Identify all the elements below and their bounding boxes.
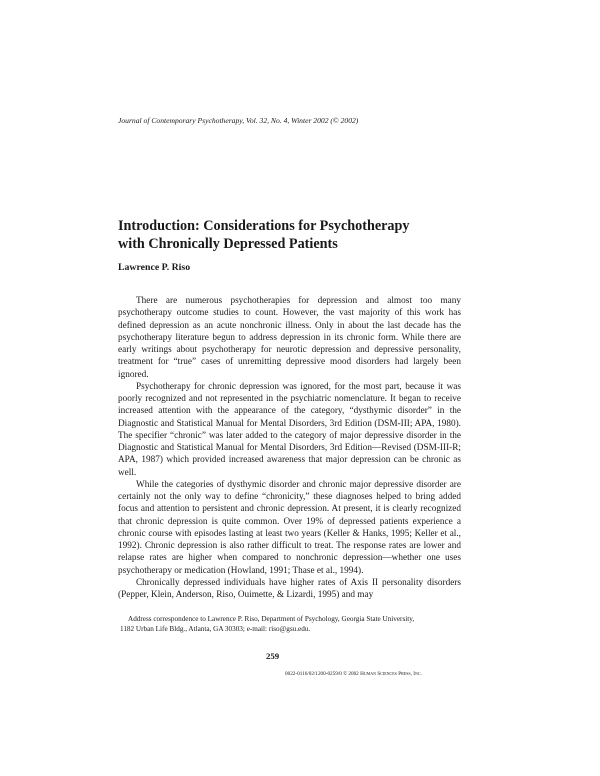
article-body <box>118 295 461 601</box>
article-title-line-1: Introduction: Considerations for Psychotherapy <box>118 218 410 234</box>
footnote-line-1: Address correspondence to Lawrence P. Riso, Department of Psychology, Georgia State University, <box>128 615 415 623</box>
page-number: 259 <box>266 651 280 661</box>
article-title-line-2: with Chronically Depressed Patients <box>118 235 338 252</box>
body-paragraph-3: While the categories of dysthymic disorder and chronic major depressive disorder are certainly not the only way to define “chronicity,” these diagnoses helped to bring added focus and attention to persistent and chronic depression. At present, it is clearly recognized that chronic depression is quite common. Over 19% of depressed patients experience a chronic course with episodes lasting at least two years (Keller & Hanks, 1995; Keller et al., 1992). Chronic depression is also rather difficult to treat. The response rates are lower and relapse rates are higher when compared to nonchronic depression—whether one uses psychotherapy or medication (Howland, 1991; Thase et al., 1994). <box>118 479 461 576</box>
journal-header: Journal of Contemporary Psychotherapy, Vol. 32, No. 4, Winter 2002 (© 2002) <box>118 116 359 125</box>
copyright-line: 0022-0116/02/1200-0259/0 © 2002 Human Sciences Press, Inc. <box>285 671 422 677</box>
body-paragraph-1: There are numerous psychotherapies for depression and almost too many psychotherapy outcome studies to count. However, the vast majority of this work has defined depression as an acute nonchronic illness. Only in about the last decade has the psychotherapy literature begun to address depression in its chronic form. While there are early writings about psychotherapy for neurotic depression and depressive personality, treatment for “true” cases of unremitting depressive mood disorders had largely been ignored. <box>118 296 461 380</box>
correspondence-footnote <box>118 614 461 634</box>
body-paragraph-2: Psychotherapy for chronic depression was ignored, for the most part, because it was poorly recognized and not represented in the psychiatric nomenclature. It began to receive increased attention with the appearance of the category, “dysthymic disorder” in the Diagnostic and Statistical Manual for Mental Disorders, 3rd Edition (DSM-III; APA, 1980). The specifier “chronic” was later added to the category of major depressive disorder in the Diagnostic and Statistical Manual for Mental Disorders, 3rd Edition—Revised (DSM-III-R; APA, 1987) which provided increased awareness that major depression can be chronic as well. <box>118 381 461 478</box>
body-paragraph-4: Chronically depressed individuals have higher rates of Axis II personality disorders (Pepper, Klein, Anderson, Riso, Ouimette, & Lizardi, 1995) and may <box>118 577 461 600</box>
article-title <box>118 218 478 253</box>
footnote-line-2: 1182 Urban Life Bldg., Atlanta, GA 30303; e-mail: riso@gsu.edu. <box>120 625 311 634</box>
author-name: Lawrence P. Riso <box>118 262 191 273</box>
